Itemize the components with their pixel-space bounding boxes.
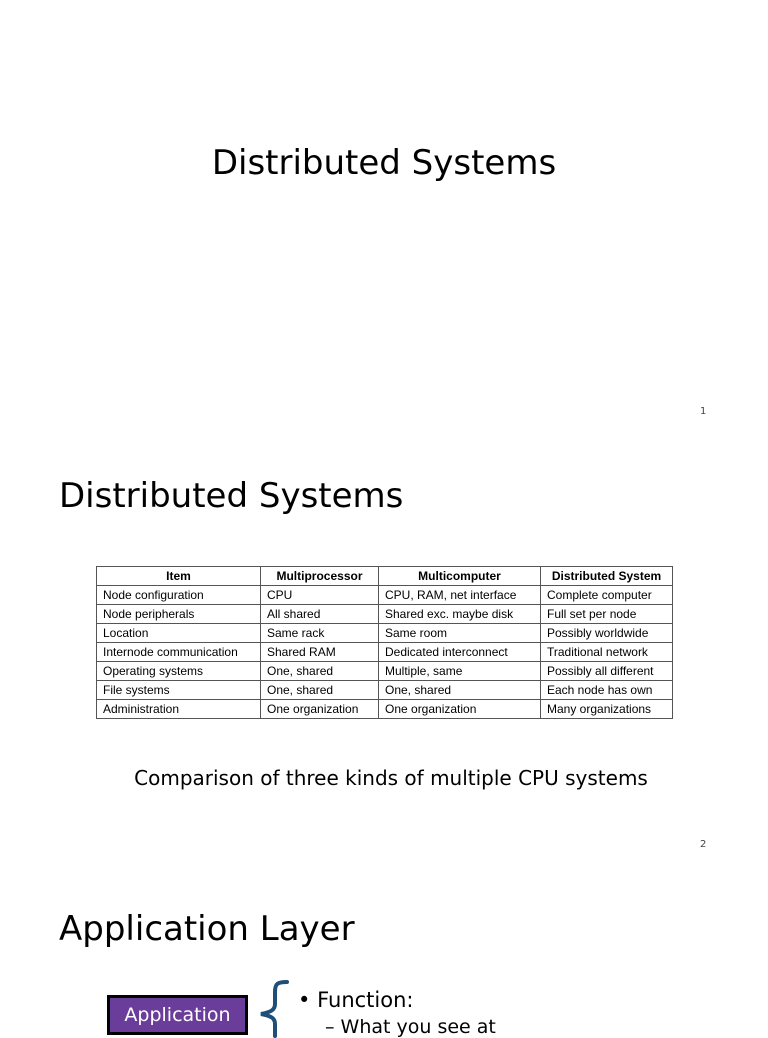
table-cell: Node configuration — [97, 586, 261, 605]
table-cell: One, shared — [261, 662, 379, 681]
table-cell: Dedicated interconnect — [379, 643, 541, 662]
table-cell: Complete computer — [541, 586, 673, 605]
slide-3-title: Application Layer — [59, 909, 355, 949]
table-cell: Possibly worldwide — [541, 624, 673, 643]
bullet-text: Function: — [317, 988, 414, 1012]
table-row — [97, 624, 673, 643]
slide-1-page-number: 1 — [700, 406, 707, 417]
table-cell: Each node has own — [541, 681, 673, 700]
table-cell: Many organizations — [541, 700, 673, 719]
table-cell: Possibly all different — [541, 662, 673, 681]
bullet-item — [298, 988, 413, 1012]
application-box-label: Application — [124, 1004, 231, 1026]
slide-2-title: Distributed Systems — [59, 476, 404, 516]
table-row — [97, 643, 673, 662]
table-cell: Location — [97, 624, 261, 643]
table-cell: Same room — [379, 624, 541, 643]
table-cell: CPU, RAM, net interface — [379, 586, 541, 605]
sub-bullet-item — [325, 1016, 496, 1038]
table-cell: Shared RAM — [261, 643, 379, 662]
table-cell: Traditional network — [541, 643, 673, 662]
curly-brace-icon — [255, 978, 295, 1038]
table-row — [97, 605, 673, 624]
table-cell: Same rack — [261, 624, 379, 643]
table-cell: One, shared — [379, 681, 541, 700]
table-cell: All shared — [261, 605, 379, 624]
bullet-dot: • — [298, 988, 311, 1012]
table-header-row — [97, 567, 673, 586]
table-row — [97, 700, 673, 719]
table-cell: Shared exc. maybe disk — [379, 605, 541, 624]
table-cell: Node peripherals — [97, 605, 261, 624]
column-header: Multiprocessor — [261, 567, 379, 586]
table-row — [97, 662, 673, 681]
slide-2-page-number: 2 — [700, 839, 707, 850]
table-cell: File systems — [97, 681, 261, 700]
table-cell: One organization — [379, 700, 541, 719]
table-cell: CPU — [261, 586, 379, 605]
table-cell: One organization — [261, 700, 379, 719]
table-cell: Multiple, same — [379, 662, 541, 681]
sub-bullet-dash: – — [325, 1016, 335, 1038]
column-header: Item — [97, 567, 261, 586]
table-row — [97, 586, 673, 605]
sub-bullet-text: What you see at — [340, 1016, 496, 1038]
table-cell: Internode communication — [97, 643, 261, 662]
table-cell: Operating systems — [97, 662, 261, 681]
slide-1-title: Distributed Systems — [211, 143, 557, 183]
column-header: Multicomputer — [379, 567, 541, 586]
table-cell: Full set per node — [541, 605, 673, 624]
application-layer-box — [107, 995, 248, 1035]
table-row — [97, 681, 673, 700]
column-header: Distributed System — [541, 567, 673, 586]
comparison-table — [96, 566, 673, 719]
table-cell: One, shared — [261, 681, 379, 700]
table-cell: Administration — [97, 700, 261, 719]
table-caption: Comparison of three kinds of multiple CPU systems — [134, 766, 648, 790]
